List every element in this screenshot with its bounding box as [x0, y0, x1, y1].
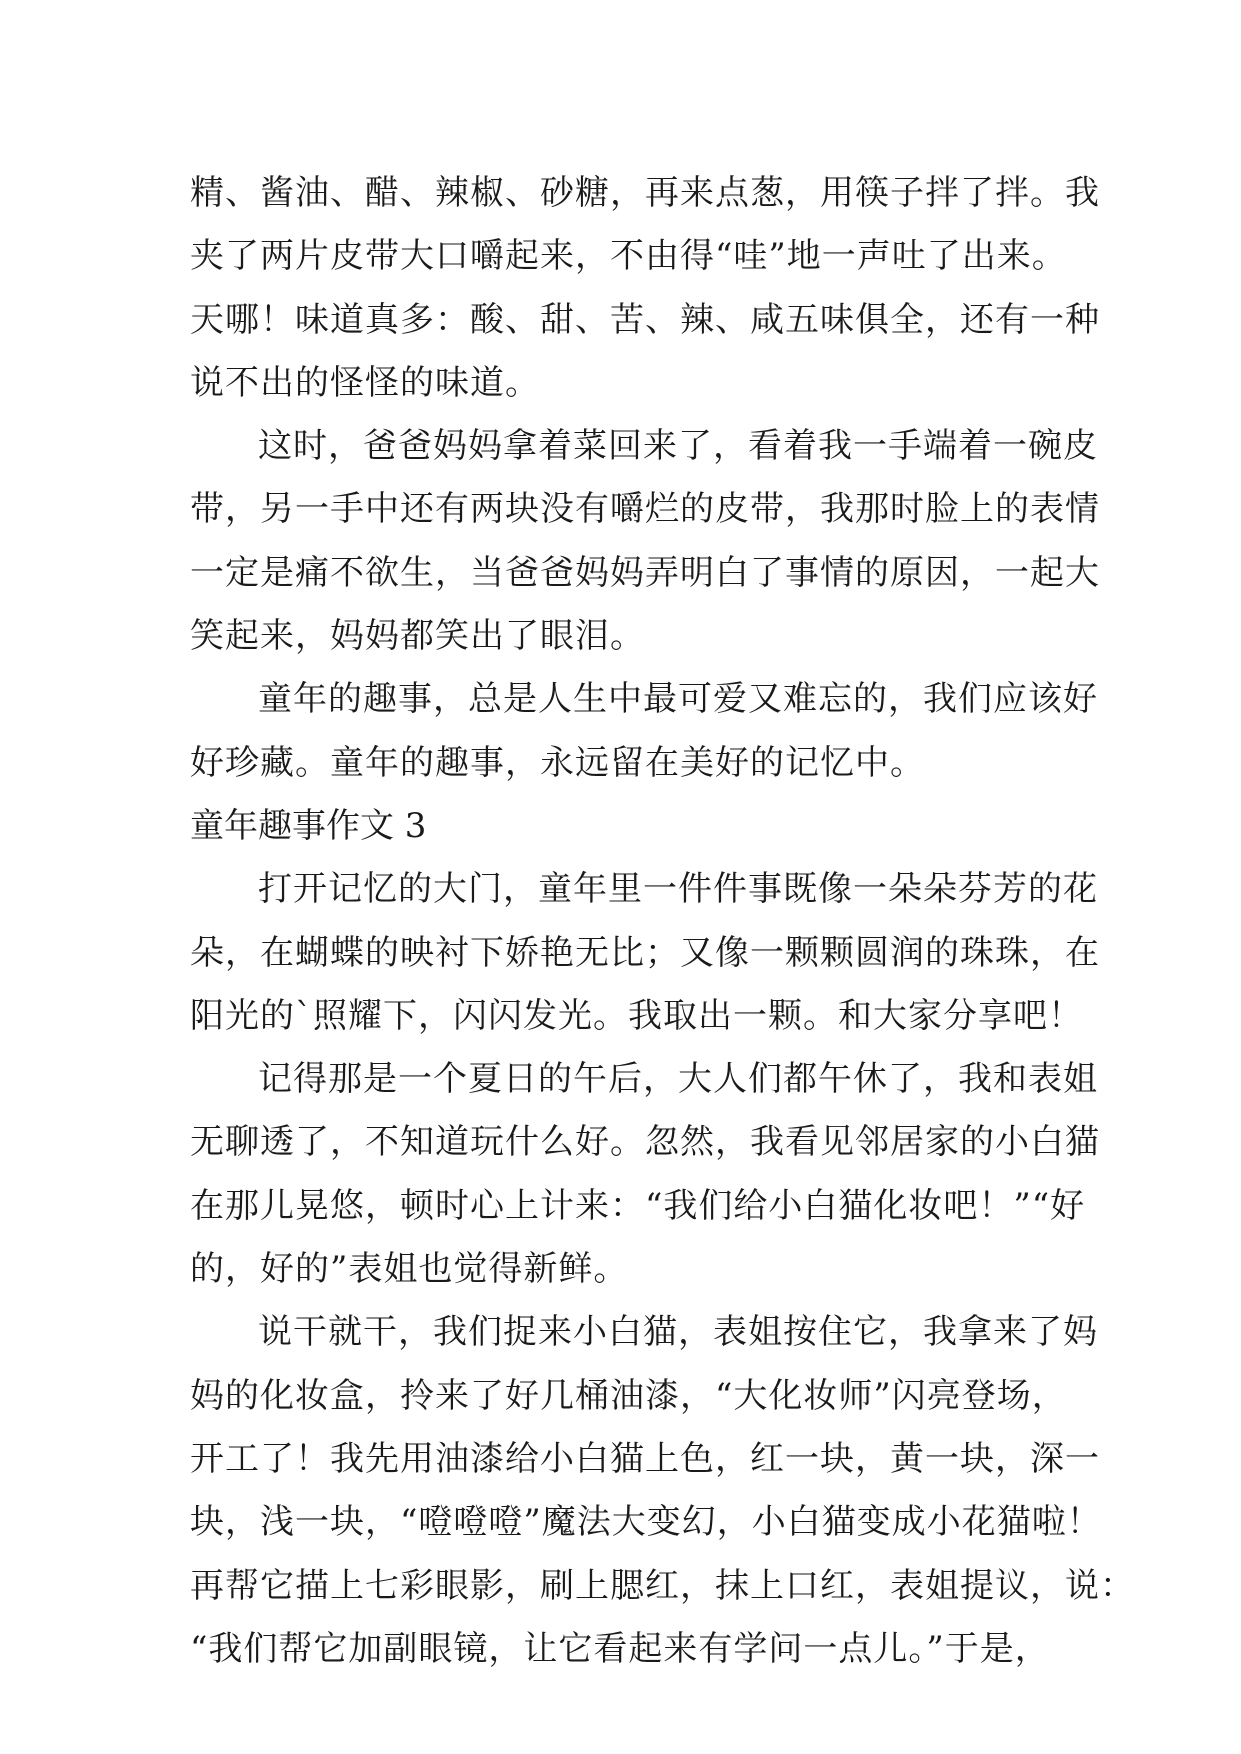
text-line: 阳光的`照耀下，闪闪发光。我取出一颗。和大家分享吧！ [190, 995, 1083, 1036]
paragraph-start-line: 说干就干，我们捉来小白猫，表姐按住它，我拿来了妈 [258, 1312, 1098, 1353]
text-line: 开工了！我先用油漆给小白猫上色，红一块，黄一块，深一 [190, 1438, 1100, 1479]
text-line: 一定是痛不欲生，当爸爸妈妈弄明白了事情的原因，一起大 [190, 552, 1100, 593]
text-line: 无聊透了，不知道玩什么好。忽然，我看见邻居家的小白猫 [190, 1122, 1100, 1163]
text-line: 带，另一手中还有两块没有嚼烂的皮带，我那时脸上的表情 [190, 489, 1100, 530]
text-line: 块，浅一块，“噔噔噔”魔法大变幻，小白猫变成小花猫啦！ [190, 1502, 1102, 1543]
text-line: 笑起来，妈妈都笑出了眼泪。 [190, 616, 645, 657]
text-line: 妈的化妆盒，拎来了好几桶油漆，“大化妆师”闪亮登场， [190, 1375, 1067, 1416]
text-line: 的，好的”表姐也觉得新鲜。 [190, 1249, 629, 1290]
text-line: 精、酱油、醋、辣椒、砂糖，再来点葱，用筷子拌了拌。我 [190, 173, 1100, 213]
paragraph-start-line: 记得那是一个夏日的午后，大人们都午休了，我和表姐 [258, 1059, 1098, 1100]
text-line: 夹了两片皮带大口嚼起来，不由得“哇”地一声吐了出来。 [190, 236, 1067, 277]
text-line: 在那儿晃悠，顿时心上计来：“我们给小白猫化妆吧！”“好 [190, 1185, 1086, 1226]
paragraph-start-line: 这时，爸爸妈妈拿着菜回来了，看着我一手端着一碗皮 [258, 426, 1098, 467]
text-line: 说不出的怪怪的味道。 [190, 362, 540, 403]
text-line: 朵，在蝴蝶的映衬下娇艳无比；又像一颗颗圆润的珠珠，在 [190, 932, 1100, 973]
section-heading: 童年趣事作文 3 [190, 805, 427, 846]
document-body [190, 162, 1135, 1681]
paragraph-start-line: 打开记忆的大门，童年里一件件事既像一朵朵芬芳的花 [258, 869, 1098, 910]
text-line: “我们帮它加副眼镜，让它看起来有学问一点儿。”于是， [190, 1628, 1050, 1669]
paragraph-start-line: 童年的趣事，总是人生中最可爱又难忘的，我们应该好 [258, 679, 1098, 720]
text-line: 天哪！味道真多：酸、甜、苦、辣、咸五味俱全，还有一种 [190, 299, 1100, 340]
text-line: 再帮它描上七彩眼影，刷上腮红，抹上口红，表姐提议，说： [190, 1565, 1135, 1606]
text-line: 好珍藏。童年的趣事，永远留在美好的记忆中。 [190, 742, 925, 783]
